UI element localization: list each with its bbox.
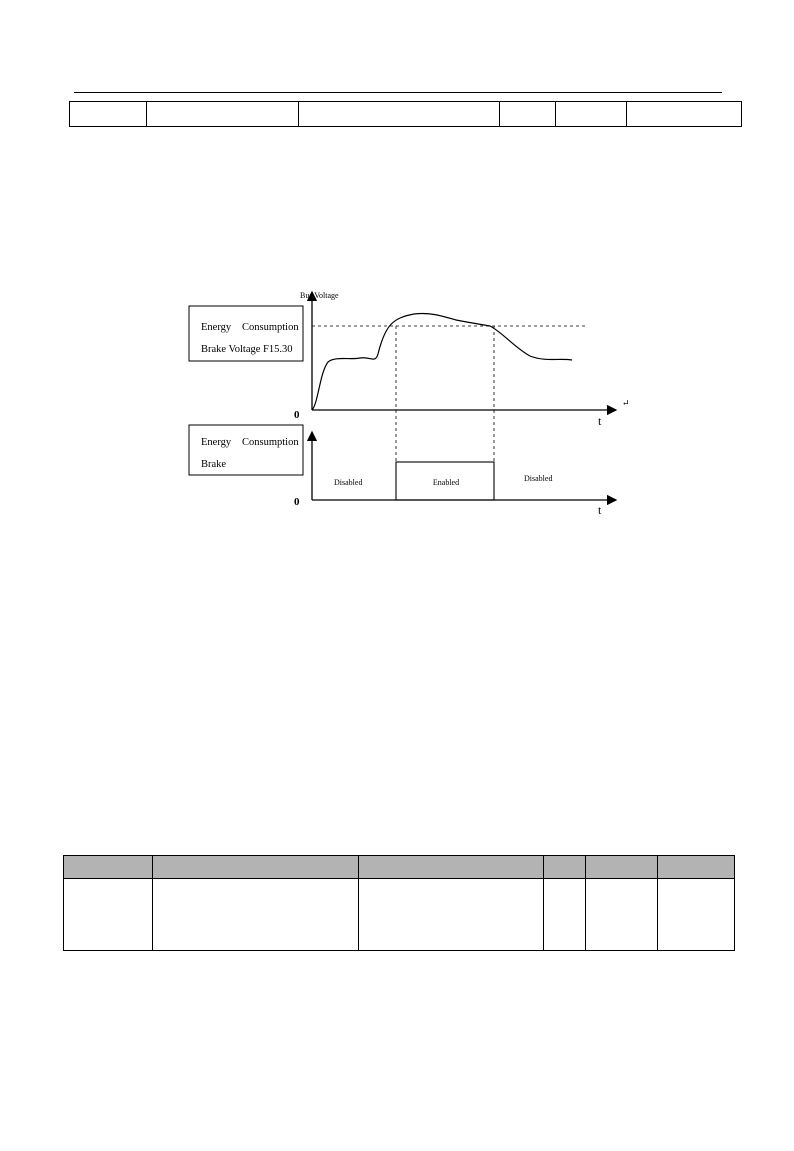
state-disabled-left: Disabled <box>334 478 363 487</box>
table-cell <box>153 879 359 951</box>
state-disabled-right: Disabled <box>524 474 553 483</box>
box-energy-label: Energy <box>201 437 232 448</box>
table-row <box>70 102 742 127</box>
header-table <box>69 101 742 127</box>
table-cell <box>500 102 556 127</box>
page-header-rule <box>74 92 722 93</box>
bus-voltage-curve <box>312 313 572 410</box>
voltage-axis-label: Bus Voltage <box>300 291 339 300</box>
voltage-origin-label: 0 <box>294 409 300 421</box>
voltage-panel <box>189 291 630 428</box>
state-enabled: Enabled <box>432 478 460 487</box>
table-row <box>64 879 735 951</box>
table-cell <box>359 879 544 951</box>
table-cell <box>64 879 153 951</box>
table-cell <box>658 879 735 951</box>
voltage-time-label: t <box>598 414 602 428</box>
table-cell <box>147 102 299 127</box>
box-brake-label: Brake <box>201 459 227 470</box>
parameter-table <box>63 855 735 951</box>
table-header-row <box>64 856 735 879</box>
table-cell <box>299 102 500 127</box>
box-energy-label: Energy <box>201 322 232 333</box>
table-header-cell <box>544 856 586 879</box>
table-header-cell <box>586 856 658 879</box>
table-header-cell <box>64 856 153 879</box>
table-cell <box>586 879 658 951</box>
state-time-label: t <box>598 503 602 517</box>
state-origin-label: 0 <box>294 496 300 508</box>
brake-timing-diagram <box>180 282 640 522</box>
box-brake-voltage-label: Brake Voltage F15.30 <box>201 344 293 355</box>
table-header-cell <box>359 856 544 879</box>
table-cell <box>70 102 147 127</box>
table-cell <box>627 102 742 127</box>
box-consumption-label: Consumption <box>242 322 299 333</box>
table-cell <box>544 879 586 951</box>
table-header-cell <box>658 856 735 879</box>
table-header-cell <box>153 856 359 879</box>
return-mark: ↵ <box>622 398 630 408</box>
box-consumption-label: Consumption <box>242 437 299 448</box>
table-cell <box>556 102 627 127</box>
brake-state-panel <box>189 425 616 517</box>
